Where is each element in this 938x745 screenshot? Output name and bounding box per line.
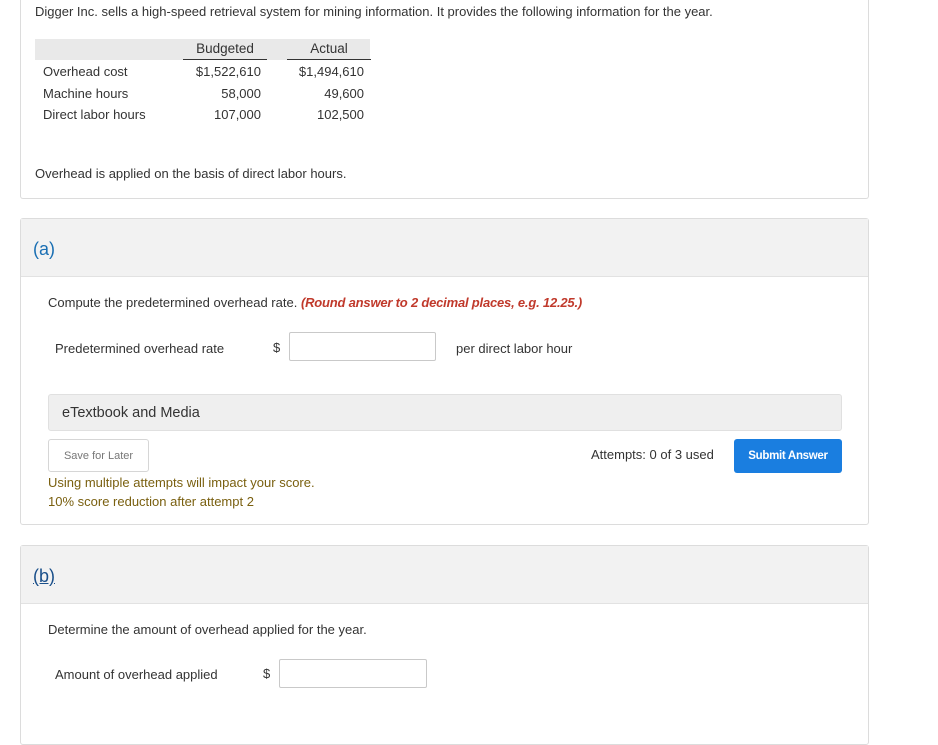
part-b-question: Determine the amount of overhead applied for the year.	[48, 622, 367, 637]
row-label: Machine hours	[43, 85, 129, 101]
rounding-hint: (Round answer to 2 decimal places, e.g. 12.25.)	[300, 295, 582, 310]
overhead-applied-label: Amount of overhead applied	[55, 667, 218, 682]
row-label: Direct labor hours	[43, 107, 146, 122]
budgeted-value: 58,000	[221, 85, 261, 101]
dollar-sign: $	[263, 666, 271, 681]
question-text: Compute the predetermined overhead rate.	[48, 295, 298, 310]
actual-value: 102,500	[317, 107, 364, 122]
part-b-letter[interactable]: (b)	[33, 566, 55, 586]
etextbook-media-panel[interactable]	[48, 394, 842, 431]
actual-value: $1,494,610	[298, 64, 364, 79]
table-row	[35, 60, 370, 82]
problem-note: Overhead is applied on the basis of direct labor hours.	[35, 166, 347, 181]
attempts-warning: Using multiple attempts will impact your score.	[48, 475, 315, 490]
rate-unit: per direct labor hour	[456, 341, 573, 356]
submit-answer-button[interactable]: Submit Answer	[734, 439, 842, 473]
data-table	[35, 39, 370, 125]
dollar-sign: $	[273, 340, 281, 355]
etextbook-label: eTextbook and Media	[62, 405, 200, 421]
attempts-counter: Attempts: 0 of 3 used	[591, 447, 714, 462]
budgeted-value: $1,522,610	[195, 64, 261, 79]
part-a-letter: (a)	[33, 239, 55, 259]
predetermined-rate-input[interactable]	[289, 332, 436, 361]
part-b-header	[21, 546, 868, 604]
row-label: Overhead cost	[43, 64, 128, 79]
table-header	[35, 39, 370, 60]
actual-value: 49,600	[324, 85, 364, 101]
problem-intro: Digger Inc. sells a high-speed retrieval system for mining information. It provides the following information for the year.	[35, 4, 713, 19]
save-for-later-button[interactable]: Save for Later	[48, 439, 149, 472]
part-a-card	[20, 218, 869, 525]
score-reduction-warning: 10% score reduction after attempt 2	[48, 494, 254, 509]
problem-card	[20, 0, 869, 199]
part-b-card	[20, 545, 869, 745]
header-budgeted: Budgeted	[196, 41, 254, 56]
part-a-question	[48, 295, 582, 310]
budgeted-value: 107,000	[214, 107, 261, 122]
table-row	[35, 82, 370, 104]
header-actual: Actual	[310, 41, 348, 56]
part-a-header	[21, 219, 868, 277]
predetermined-rate-label: Predetermined overhead rate	[55, 341, 225, 356]
overhead-applied-input[interactable]	[279, 659, 427, 688]
table-row	[35, 103, 370, 125]
